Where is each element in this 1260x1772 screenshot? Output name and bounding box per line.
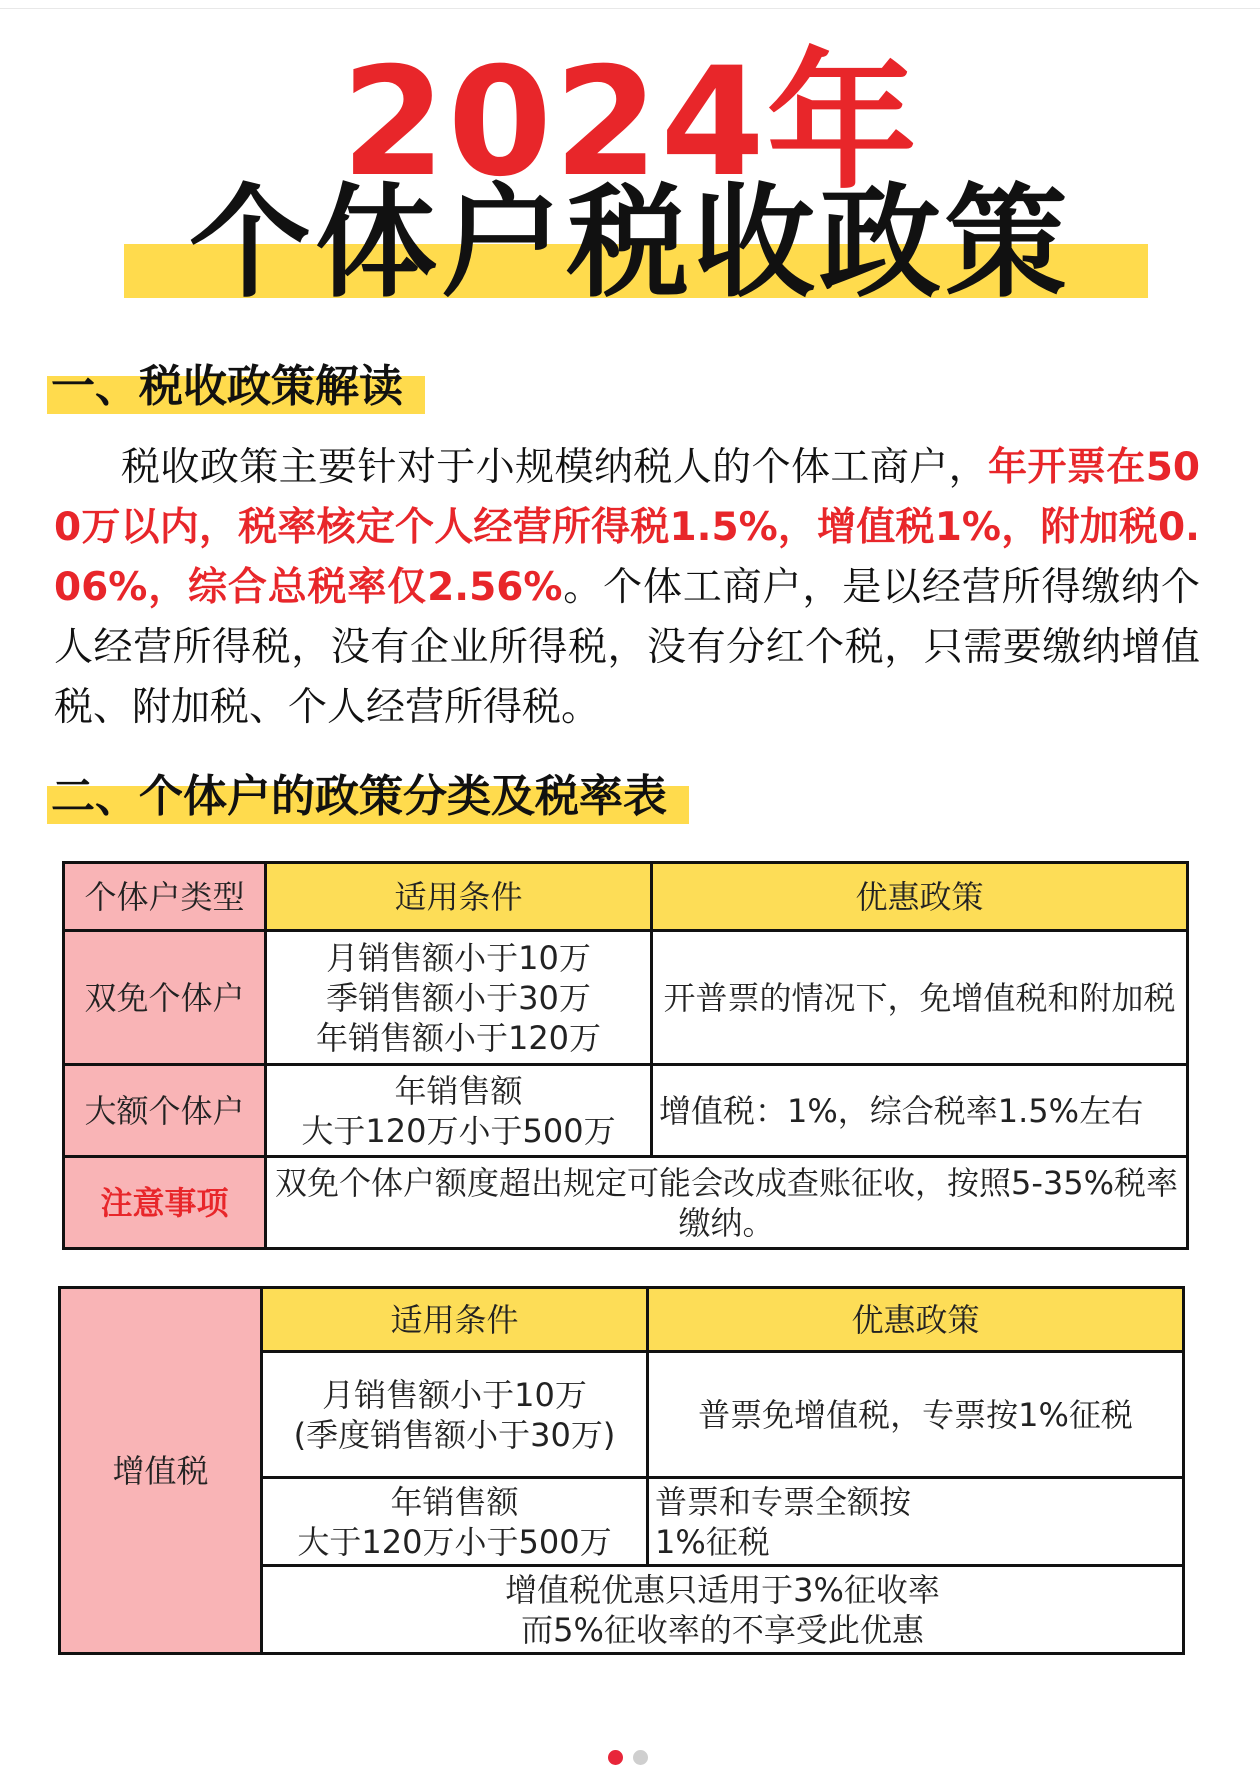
table2-row1-policy: 普票免增值税，专票按1%征税 (648, 1352, 1184, 1478)
page-title: 个体户税收政策 (189, 172, 1071, 314)
table1-row2-type: 大额个体户 (64, 1065, 266, 1157)
vat-table (58, 1286, 1185, 1655)
table2-row2-policy (648, 1478, 1184, 1566)
table1-row2-conditions (266, 1065, 652, 1157)
condition-line: 年销售额小于120万 (315, 1018, 602, 1057)
footnote-line: 增值税优惠只适用于3%征收率 (505, 1570, 940, 1609)
intro-highlight: 年开票在500万以内，税率核定个人经营所得税1.5%，增值税1%，附加税0.06%，综合总税率仅2.56% (54, 445, 1200, 610)
table1-header-conditions: 适用条件 (266, 863, 652, 931)
page-dot-1[interactable] (608, 1750, 623, 1765)
table2-header-policy: 优惠政策 (648, 1288, 1184, 1352)
policy-line: 普票和专票全额按 (655, 1482, 912, 1521)
pagination-dots[interactable] (608, 1750, 648, 1765)
condition-line: (季度销售额小于30万) (293, 1415, 616, 1454)
table2-row1-conditions (262, 1352, 648, 1478)
table1-note-label: 注意事项 (64, 1157, 266, 1249)
intro-text-after: 。个体工商户，是以经营所得缴纳个人经营所得税，没有企业所得税，没有分红个税，只需要缴纳增值税、附加税、个人经营所得税。 (54, 565, 1200, 730)
table1-header-type: 个体户类型 (64, 863, 266, 931)
condition-line: 大于120万小于500万 (301, 1111, 616, 1150)
condition-line: 月销售额小于10万 (326, 938, 591, 977)
page-dot-2[interactable] (633, 1750, 648, 1765)
table2-category: 增值税 (60, 1288, 262, 1654)
condition-line: 年销售额 (390, 1482, 519, 1521)
top-divider (0, 8, 1260, 9)
intro-paragraph (54, 438, 1200, 738)
table1-note-text: 双免个体户额度超出规定可能会改成查账征收，按照5-35%税率缴纳。 (266, 1157, 1188, 1249)
table1-header-policy: 优惠政策 (652, 863, 1188, 931)
footnote-line: 而5%征收率的不享受此优惠 (521, 1610, 924, 1649)
condition-line: 大于120万小于500万 (297, 1522, 612, 1561)
table1-row1-conditions (266, 931, 652, 1065)
section-heading-policy-reading: 一、税收政策解读 (47, 360, 425, 414)
table1-row1-policy: 开普票的情况下，免增值税和附加税 (652, 931, 1188, 1065)
intro-text-before: 税收政策主要针对于小规模纳税人的个体工商户， (121, 445, 989, 490)
table1-row1-type: 双免个体户 (64, 931, 266, 1065)
business-type-table (62, 861, 1189, 1250)
policy-line: 1%征税 (655, 1522, 770, 1561)
table2-footnote (262, 1566, 1184, 1654)
title-year: 2024年 (341, 36, 919, 210)
table2-row2-conditions (262, 1478, 648, 1566)
table1-row2-policy: 增值税：1%，综合税率1.5%左右 (652, 1065, 1188, 1157)
table2-header-conditions: 适用条件 (262, 1288, 648, 1352)
condition-line: 年销售额 (394, 1071, 523, 1110)
condition-line: 季销售额小于30万 (326, 978, 591, 1017)
condition-line: 月销售额小于10万 (322, 1375, 587, 1414)
section-heading-rate-table: 二、个体户的政策分类及税率表 (47, 770, 689, 824)
